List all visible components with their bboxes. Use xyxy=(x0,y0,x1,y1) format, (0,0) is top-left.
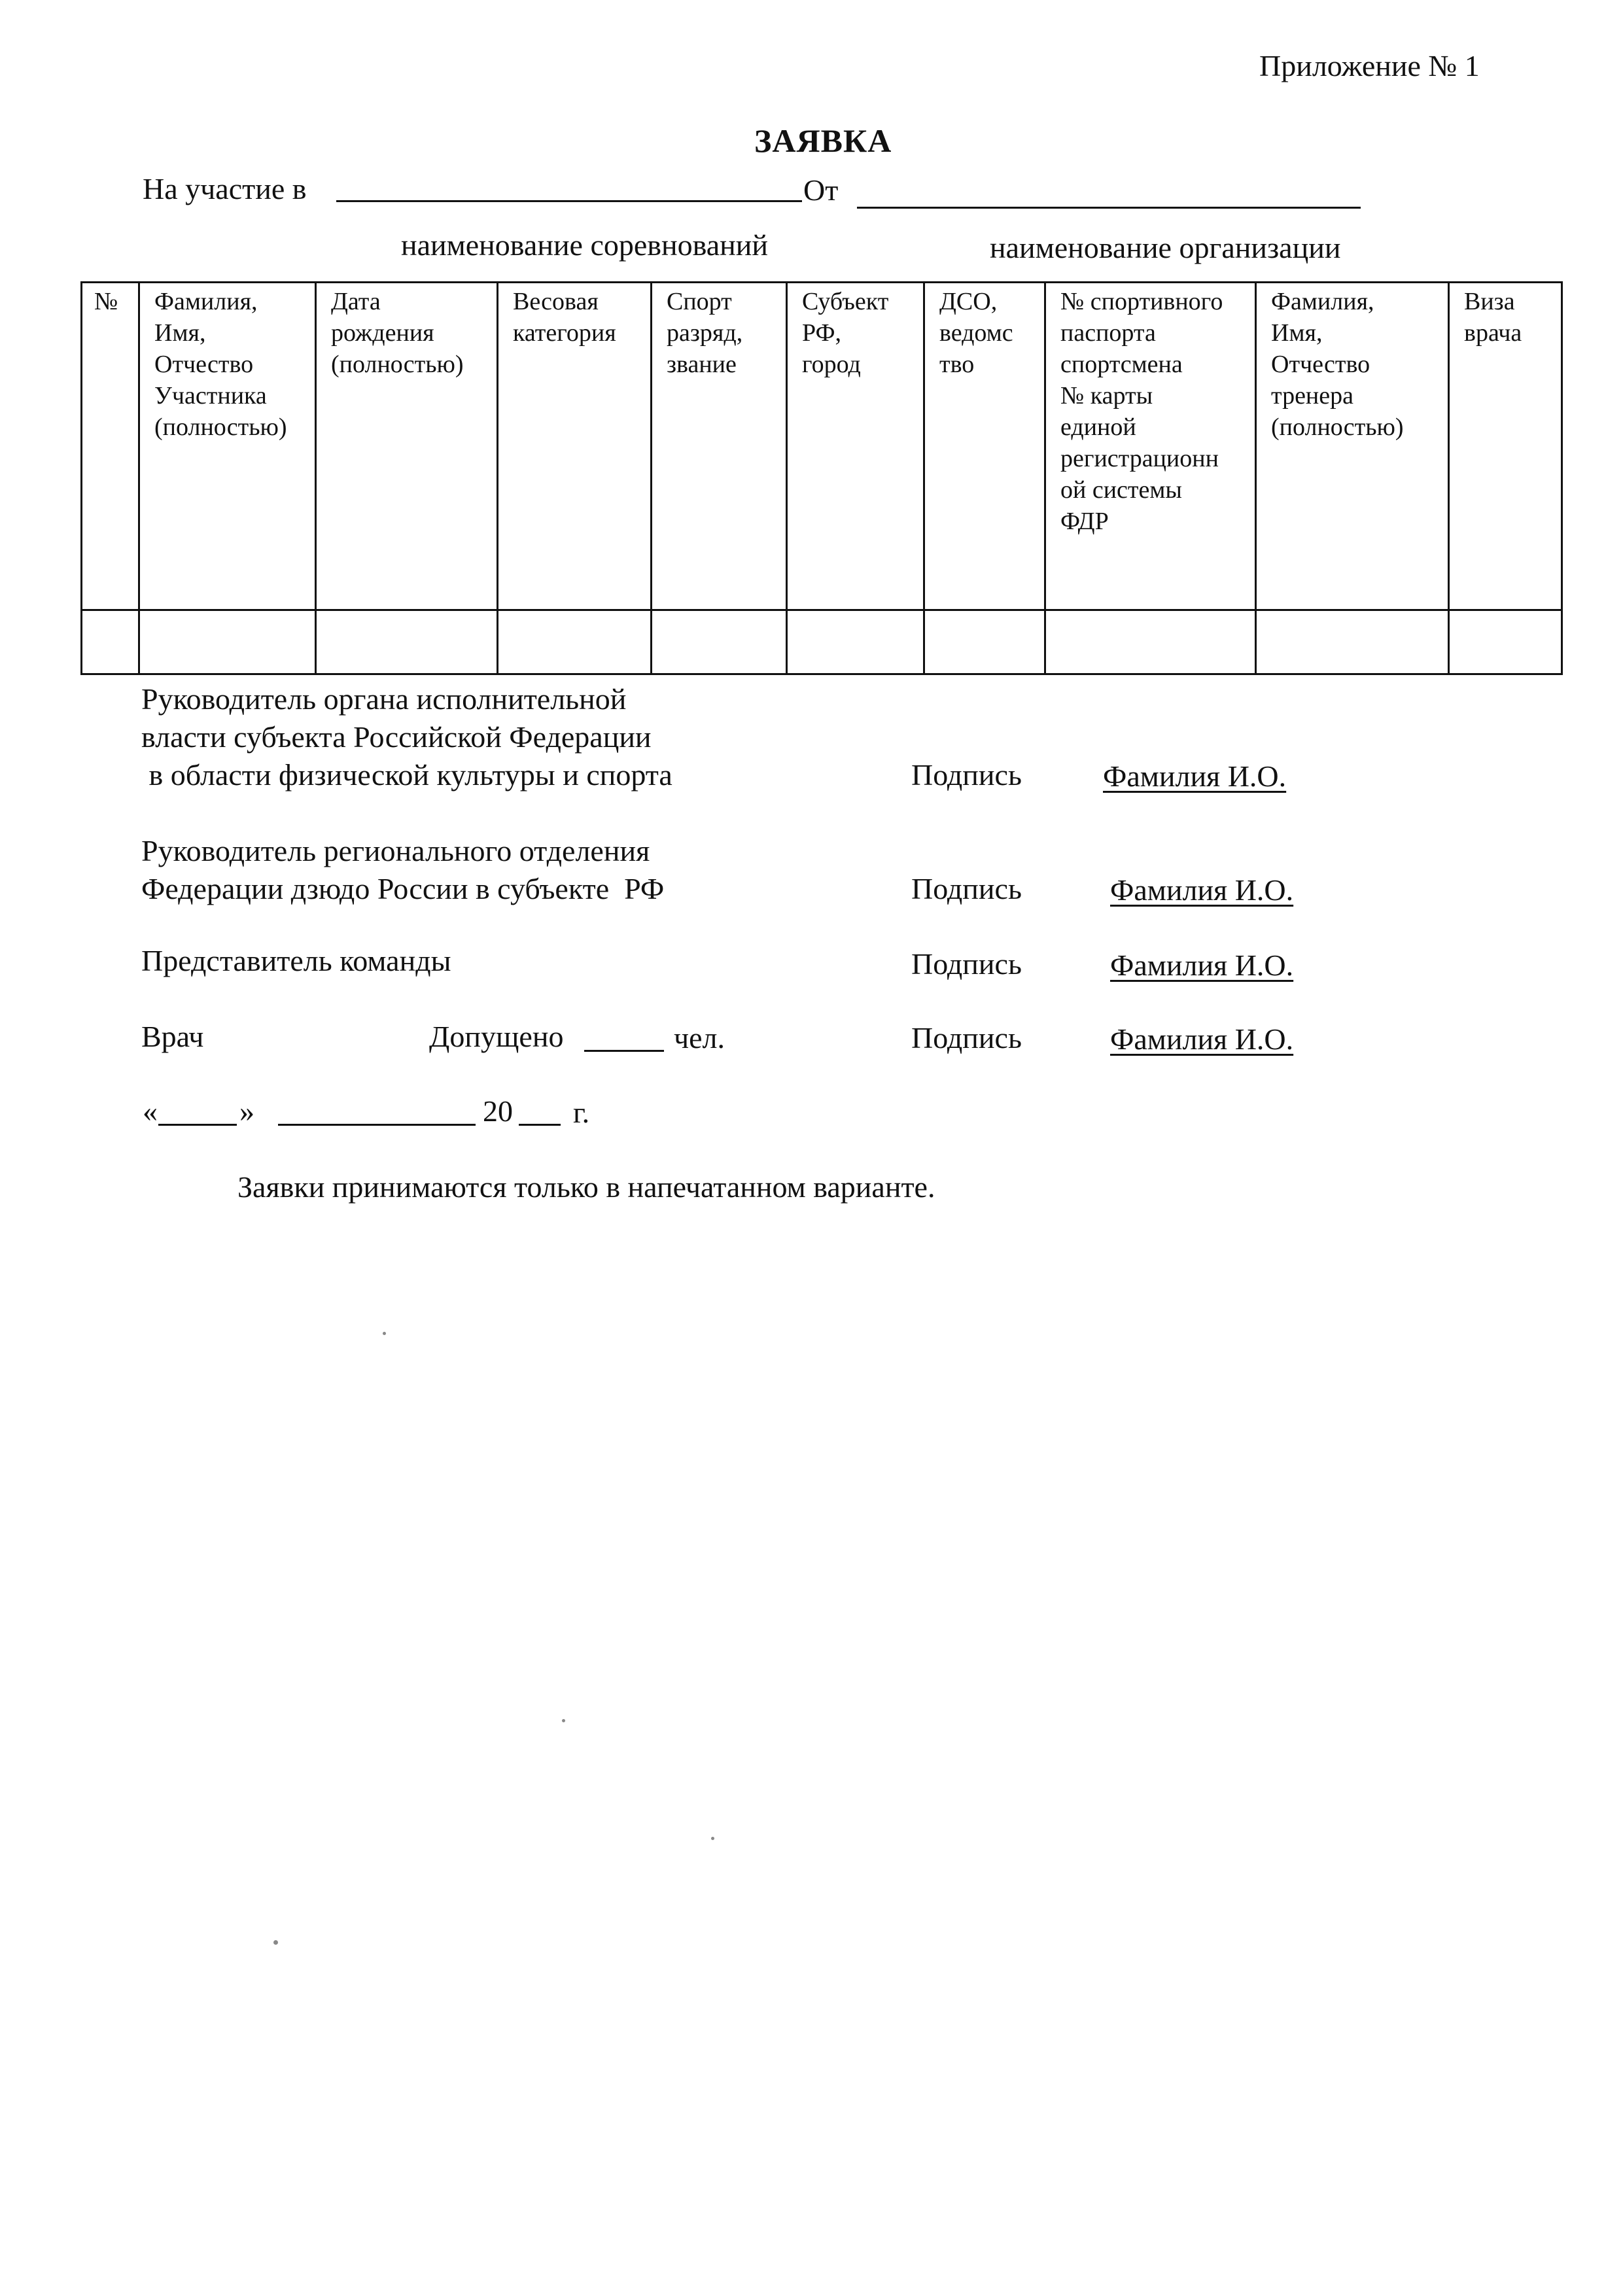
date-day-field[interactable] xyxy=(158,1124,237,1126)
sign-label-2: Подпись xyxy=(911,872,1022,905)
col-header-sport-rank xyxy=(652,283,787,610)
table-cell[interactable] xyxy=(1256,610,1449,674)
table-cell[interactable] xyxy=(924,610,1045,674)
sign-name-2: Фамилия И.О. xyxy=(1110,873,1294,907)
table-cell[interactable] xyxy=(1449,610,1562,674)
col-header-dso-text: ДСО, ведомс тво xyxy=(939,288,1013,378)
col-header-coach-name xyxy=(1256,283,1449,610)
scan-speck xyxy=(711,1837,714,1840)
table-cell[interactable] xyxy=(1045,610,1256,674)
date-year-prefix: 20 xyxy=(483,1094,513,1128)
print-only-note: Заявки принимаются только в напечатанном варианте. xyxy=(237,1170,935,1204)
col-header-participant-name-text: Фамилия, Имя, Отчество Участника (полностью) xyxy=(154,288,287,441)
sign-name-1: Фамилия И.О. xyxy=(1103,759,1287,793)
sign-label-4: Подпись xyxy=(911,1021,1022,1054)
col-header-dso xyxy=(924,283,1045,610)
col-header-sport-rank-text: Спорт разряд, звание xyxy=(667,288,743,378)
col-header-birth-date-text: Дата рождения (полностью) xyxy=(331,288,464,378)
col-header-birth-date xyxy=(316,283,498,610)
scan-speck xyxy=(273,1940,278,1945)
col-header-passport xyxy=(1045,283,1256,610)
table-cell[interactable] xyxy=(316,610,498,674)
table-cell[interactable] xyxy=(139,610,316,674)
organization-name-field[interactable] xyxy=(857,207,1361,209)
date-close-quote: » xyxy=(239,1094,254,1128)
sign-role-doctor: Врач xyxy=(141,1020,204,1053)
scan-speck xyxy=(383,1332,386,1335)
competition-caption: наименование соревнований xyxy=(401,228,769,262)
col-header-passport-text: № спортивного паспорта спортсмена № карты единой регистрационн ой системы ФДР xyxy=(1060,288,1223,535)
sign-role-executive-head: Руководитель органа исполнительной власти субъекта Российской Федерации в области физической культуры и спорта xyxy=(141,682,672,791)
sign-label-1: Подпись xyxy=(911,758,1022,791)
scan-speck xyxy=(562,1719,565,1722)
competition-name-field[interactable] xyxy=(336,200,802,202)
appendix-label: Приложение № 1 xyxy=(1259,49,1480,82)
col-header-weight-category-text: Весовая категория xyxy=(513,288,616,347)
organization-caption: наименование организации xyxy=(990,231,1341,264)
col-header-participant-name xyxy=(139,283,316,610)
col-header-weight-category xyxy=(498,283,652,610)
page-title: ЗАЯВКА xyxy=(754,122,892,159)
table-cell[interactable] xyxy=(82,610,139,674)
admitted-label: Допущено xyxy=(429,1020,564,1053)
table-cell[interactable] xyxy=(498,610,652,674)
date-year-field[interactable] xyxy=(519,1124,561,1126)
col-header-doctor-visa-text: Виза врача xyxy=(1464,288,1522,347)
date-year-suffix: г. xyxy=(573,1096,590,1129)
sign-name-3: Фамилия И.О. xyxy=(1110,948,1294,982)
admitted-count-field[interactable] xyxy=(584,1050,664,1052)
sign-role-regional-head: Руководитель регионального отделения Федерации дзюдо России в субъекте РФ xyxy=(141,834,665,905)
participants-table xyxy=(80,281,1563,675)
col-header-region xyxy=(787,283,924,610)
from-label: От xyxy=(803,173,839,207)
table-cell[interactable] xyxy=(652,610,787,674)
table-cell[interactable] xyxy=(787,610,924,674)
sign-role-team-representative: Представитель команды xyxy=(141,944,451,977)
table-header-row xyxy=(82,283,1562,610)
sign-name-4: Фамилия И.О. xyxy=(1110,1022,1294,1056)
col-header-region-text: Субъект РФ, город xyxy=(802,288,889,378)
date-month-field[interactable] xyxy=(278,1124,476,1126)
col-header-number-text: № xyxy=(94,288,118,315)
date-open-quote: « xyxy=(143,1094,158,1128)
admitted-unit: чел. xyxy=(674,1021,725,1054)
participation-label: На участие в xyxy=(143,172,307,205)
col-header-number xyxy=(82,283,139,610)
col-header-doctor-visa xyxy=(1449,283,1562,610)
col-header-coach-name-text: Фамилия, Имя, Отчество тренера (полностью) xyxy=(1271,288,1404,441)
table-row xyxy=(82,610,1562,674)
sign-label-3: Подпись xyxy=(911,947,1022,981)
